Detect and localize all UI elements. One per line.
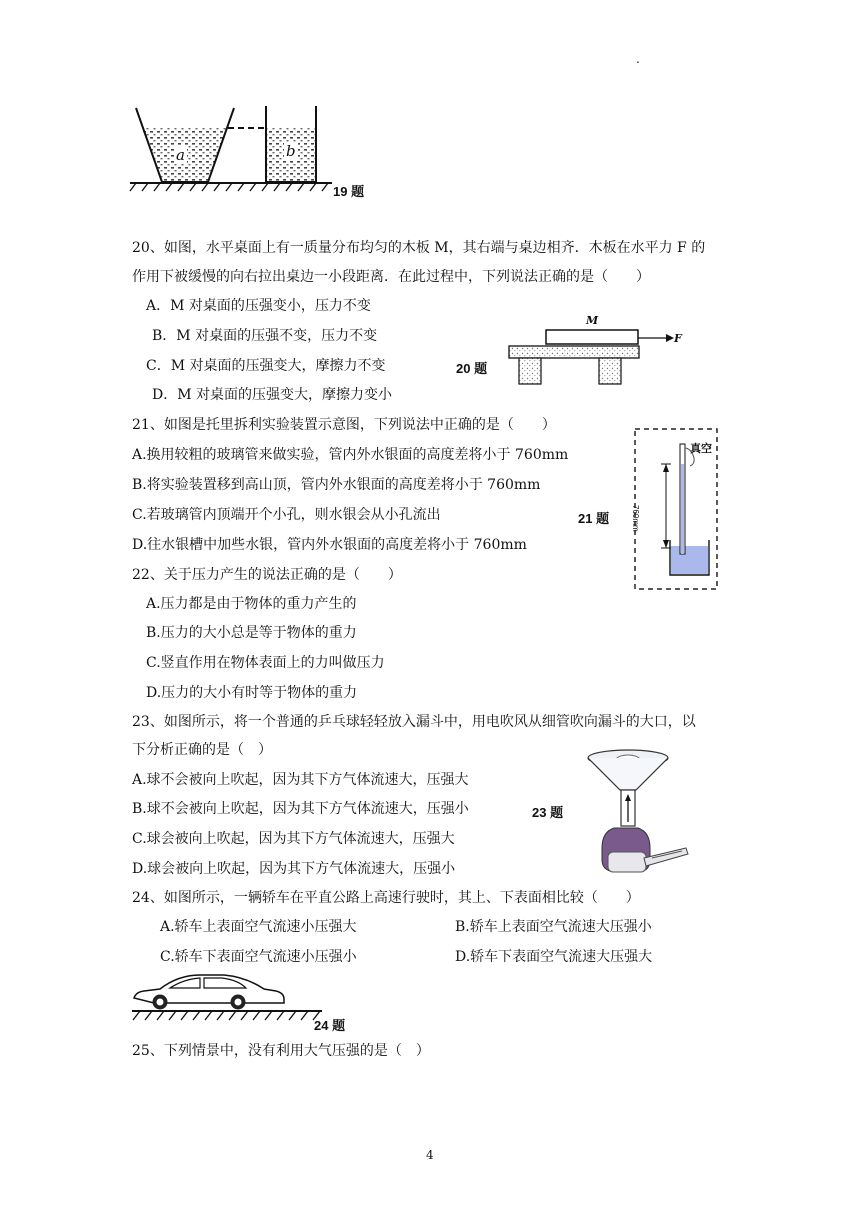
header-mark: . bbox=[636, 52, 640, 66]
page-number: 4 bbox=[426, 1148, 434, 1162]
question-24-stem: 24、如图所示，一辆轿车在平直公路上高速行驶时，其上、下表面相比较（ ） bbox=[132, 890, 640, 906]
question-24-option-a: A.轿车上表面空气流速小压强大 bbox=[160, 919, 357, 935]
question-20-stem-line-2: 作用下被缓慢的向右拉出桌边一小段距离．在此过程中，下列说法正确的是（ ） bbox=[132, 269, 650, 285]
figure-23-drawing bbox=[586, 748, 696, 876]
question-24-option-b: B.轿车上表面空气流速大压强小 bbox=[455, 919, 652, 935]
question-22-option-b: B.压力的大小总是等于物体的重力 bbox=[146, 625, 357, 641]
question-20-option-b: B．M 对桌面的压强不变，压力不变 bbox=[152, 328, 378, 344]
question-22-option-c: C.竖直作用在物体表面上的力叫做压力 bbox=[146, 655, 385, 671]
question-23-stem-line-1: 23、如图所示，将一个普通的乒乓球轻轻放入漏斗中，用电吹风从细管吹向漏斗的大口，以 bbox=[132, 714, 696, 730]
figure-19-letter-a: a bbox=[176, 146, 185, 164]
question-21-option-b: B.将实验装置移到高山顶，管内外水银面的高度差将小于 760mm bbox=[132, 477, 541, 493]
question-22-stem: 22、关于压力产生的说法正确的是（ ） bbox=[132, 567, 402, 583]
question-20-option-d: D．M 对桌面的压强变大，摩擦力变小 bbox=[152, 387, 393, 403]
figure-24-drawing bbox=[130, 972, 330, 1028]
question-23-option-d: D.球会被向上吹起，因为其下方气体流速大，压强小 bbox=[132, 861, 456, 877]
figure-20-letter-f: F bbox=[674, 332, 682, 345]
figure-20-label: 20 题 bbox=[456, 361, 488, 376]
question-21-option-d: D.往水银槽中加些水银，管内外水银面的高度差将小于 760mm bbox=[132, 537, 527, 553]
question-23-option-a: A.球不会被向上吹起，因为其下方气体流速大，压强大 bbox=[132, 772, 469, 788]
question-24-option-c: C.轿车下表面空气流速小压强小 bbox=[160, 949, 357, 965]
question-20-option-a: A．M 对桌面的压强变小，压力不变 bbox=[146, 298, 371, 314]
question-20-option-c: C．M 对桌面的压强变大，摩擦力不变 bbox=[146, 358, 386, 374]
question-21-stem: 21、如图是托里拆利实验装置示意图，下列说法中正确的是（ ） bbox=[132, 417, 556, 433]
figure-19-letter-b: b bbox=[286, 142, 296, 160]
question-23-stem-line-2: 下分析正确的是（ ） bbox=[132, 742, 272, 758]
figure-19-label: 19 题 bbox=[333, 184, 365, 199]
figure-20-letter-m: M bbox=[586, 314, 599, 327]
figure-21-label: 21 题 bbox=[578, 511, 610, 526]
question-21-option-c: C.若玻璃管内顶端开个小孔，则水银会从小孔流出 bbox=[132, 507, 441, 523]
figure-19-drawing bbox=[128, 100, 338, 190]
question-22-option-a: A.压力都是由于物体的重力产生的 bbox=[146, 596, 357, 612]
figure-20-drawing bbox=[506, 322, 686, 384]
question-24-option-d: D.轿车下表面空气流速大压强大 bbox=[455, 949, 653, 965]
figure-21-vacuum-label: 真空 bbox=[690, 443, 712, 455]
question-22-option-d: D.压力的大小有时等于物体的重力 bbox=[146, 685, 358, 701]
question-23-option-b: B.球不会被向上吹起，因为其下方气体流速大，压强小 bbox=[132, 801, 469, 817]
question-25-stem: 25、下列情景中，没有利用大气压强的是（ ） bbox=[132, 1043, 430, 1059]
figure-21-height-label: 760mm bbox=[631, 505, 640, 532]
question-21-option-a: A.换用较粗的玻璃管来做实验，管内外水银面的高度差将小于 760mm bbox=[132, 447, 569, 463]
question-23-option-c: C.球会被向上吹起，因为其下方气体流速大，压强大 bbox=[132, 831, 455, 847]
figure-23-label: 23 题 bbox=[532, 805, 564, 820]
figure-24-label: 24 题 bbox=[314, 1018, 346, 1033]
question-20-stem-line-1: 20、如图，水平桌面上有一质量分布均匀的木板 M，其右端与桌边相齐．木板在水平力 F 的 bbox=[132, 240, 706, 256]
